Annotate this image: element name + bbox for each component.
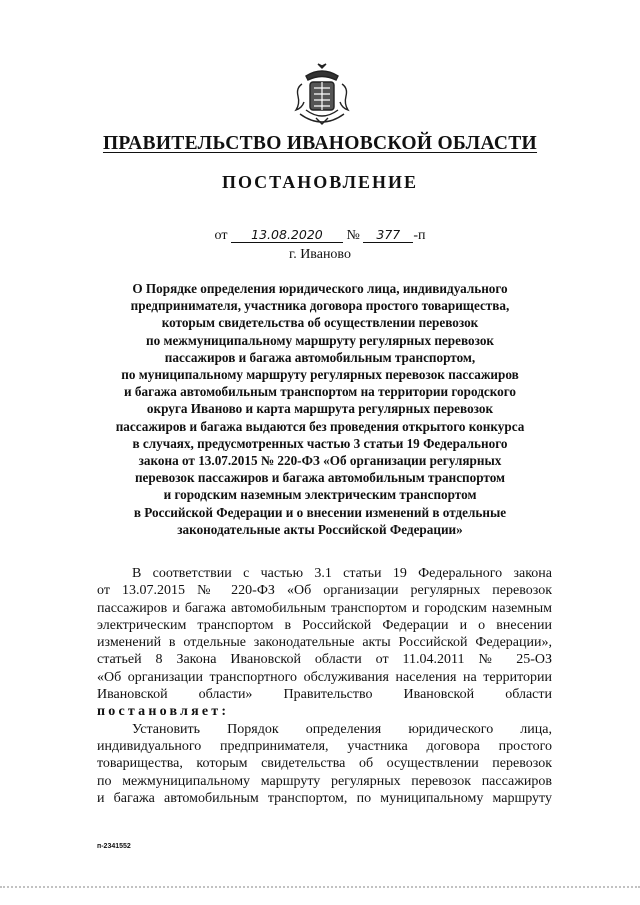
preamble-line: Ивановской области» Правительство Ивановской области <box>97 687 552 703</box>
heading-line: которым свидетельства об осуществлении перевозок <box>161 315 479 331</box>
heading-line: в случаях, предусмотренных частью 3 статьи 19 Федерального <box>132 435 508 451</box>
number-prefix: № <box>346 228 360 243</box>
preamble-line: статьей 8 Закона Ивановской области от 11.04.2011 № 25-ОЗ <box>97 652 552 668</box>
heading-line: пассажиров и багажа выдаются без проведения открытого конкурса <box>115 418 525 434</box>
heading-line: законодательные акты Российской Федерации» <box>177 521 463 537</box>
number-value: 377 <box>363 228 413 243</box>
date-number-line <box>0 228 640 244</box>
heading-line: закона от 13.07.2015 № 220-ФЗ «Об организации регулярных <box>138 453 502 469</box>
heading-line: перевозок пассажиров и багажа автомобильным транспортом <box>134 470 506 486</box>
number-suffix: -п <box>413 228 426 243</box>
resolves-word: постановляет: <box>97 704 230 720</box>
resolution-heading <box>92 280 548 538</box>
document-type-title: ПОСТАНОВЛЕНИЕ <box>221 172 419 192</box>
heading-line: предпринимателя, участника договора простого товарищества, <box>130 298 510 314</box>
heading-line: и городским наземным электрическим транспортом <box>163 487 477 503</box>
coat-of-arms-icon <box>292 62 352 126</box>
heading-line: пассажиров и багажа автомобильным транспортом, <box>164 349 476 365</box>
preamble-line: электрическим транспортом в Российской Федерации и о внесении <box>97 617 552 633</box>
preamble-line: «Об организации транспортного обслуживания населения на территории <box>97 669 552 685</box>
org-title: ПРАВИТЕЛЬСТВО ИВАНОВСКОЙ ОБЛАСТИ <box>102 133 538 154</box>
heading-line: и багажа автомобильным транспортом на территории городского <box>124 384 516 400</box>
document-code: п-2341552 <box>97 843 131 850</box>
resolution-line: и багажа автомобильным транспортом, по муниципальному маршруту <box>97 790 552 806</box>
resolution-line: по межмуниципальному маршруту регулярных перевозок пассажиров <box>97 773 552 789</box>
date-value: 13.08.2020 <box>231 228 343 243</box>
scan-border <box>0 886 640 892</box>
preamble-line: изменений в отдельные законодательные акты Российской Федерации», <box>97 635 552 651</box>
preamble-line: В соответствии с частью 3.1 статьи 19 Федерального закона <box>132 566 552 581</box>
heading-line: по межмуниципальному маршруту регулярных перевозок <box>145 332 495 348</box>
date-prefix: от <box>214 228 228 243</box>
city-line: г. Иваново <box>289 247 351 262</box>
preamble-line: от 13.07.2015 № 220-ФЗ «Об организации регулярных перевозок <box>97 583 552 599</box>
heading-line: по муниципальному маршруту регулярных перевозок пассажиров <box>121 367 519 383</box>
body-text <box>97 565 552 807</box>
preamble-line: пассажиров и багажа автомобильным транспортом и городским наземным <box>97 600 552 616</box>
heading-line: в Российской Федерации и о внесении изменений в отдельные <box>133 504 507 520</box>
resolution-line: Установить Порядок определения юридического лица, <box>132 721 552 737</box>
resolution-line: индивидуального предпринимателя, участника договора простого <box>97 738 552 754</box>
heading-line: округа Иваново и карта маршрута регулярных перевозок <box>146 401 494 417</box>
heading-line: О Порядке определения юридического лица, индивидуального <box>132 281 508 296</box>
resolution-line: товарищества, которым свидетельства об осуществлении перевозок <box>97 756 552 772</box>
